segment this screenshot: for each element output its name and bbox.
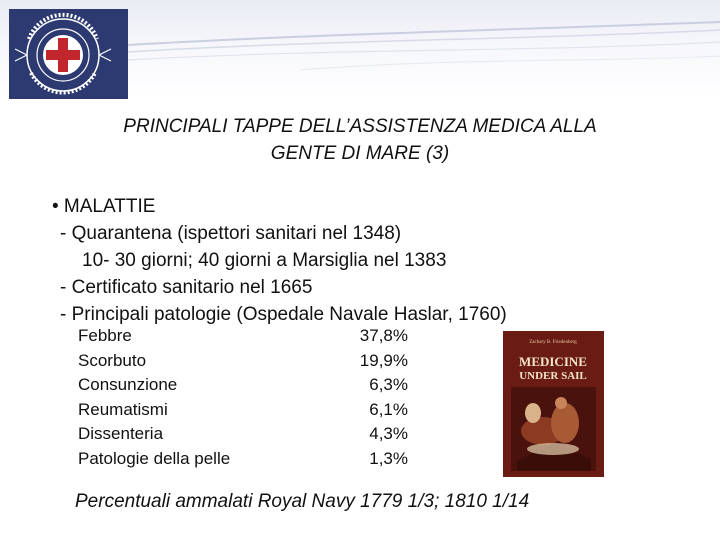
- content-line: - Quarantena (ispettori sanitari nel 1348): [60, 223, 402, 244]
- disease-percent: 37,8%: [359, 326, 408, 345]
- table-row: [78, 422, 408, 447]
- table-row: [78, 398, 408, 423]
- disease-table: [78, 324, 408, 471]
- disease-name: Reumatismi: [78, 399, 168, 419]
- content-line: - Certificato sanitario nel 1665: [60, 277, 313, 298]
- disease-name: Scorbuto: [78, 350, 147, 370]
- disease-name: Patologie della pelle: [78, 448, 231, 468]
- title-line-2: GENTE DI MARE (3): [270, 143, 450, 164]
- disease-percent: 1,3%: [369, 448, 408, 468]
- disease-percent: 4,3%: [369, 424, 408, 443]
- content-line: - Principali patologie (Ospedale Navale Haslar, 1760): [60, 304, 507, 325]
- book-cover-image: [503, 331, 604, 477]
- bullet-heading: • MALATTIE: [52, 196, 156, 217]
- content-line: 10- 30 giorni; 40 giorni a Marsiglia nel 1383: [82, 250, 447, 271]
- table-row: [78, 373, 408, 398]
- slide-title: [30, 113, 690, 167]
- footer-note: Percentuali ammalati Royal Navy 1779 1/3; 1810 1/14: [75, 491, 530, 512]
- disease-name: Dissenteria: [78, 424, 164, 443]
- book-title-line-2: UNDER SAIL: [519, 370, 587, 382]
- title-line-1: PRINCIPALI TAPPE DELL’ASSISTENZA MEDICA ALLA: [123, 116, 597, 137]
- disease-percent: 6,1%: [369, 399, 408, 419]
- table-row: [78, 447, 408, 472]
- table-row: [78, 324, 408, 349]
- disease-name: Febbre: [78, 326, 132, 345]
- table-row: [78, 349, 408, 374]
- disease-percent: 19,9%: [359, 350, 408, 370]
- disease-percent: 6,3%: [369, 375, 408, 394]
- book-title-line-1: MEDICINE: [519, 354, 587, 369]
- cirm-logo: [9, 9, 128, 99]
- disease-name: Consunzione: [78, 375, 178, 394]
- book-author: Zachary B. Friedenberg: [529, 340, 577, 345]
